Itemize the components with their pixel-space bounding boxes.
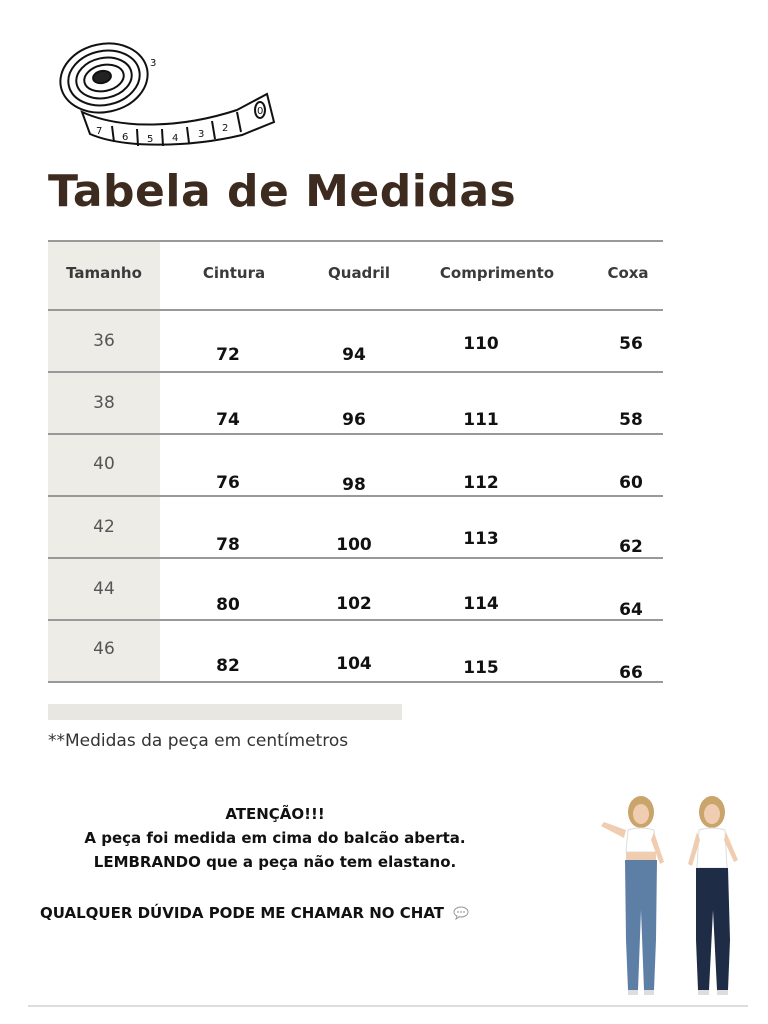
header-hip: Quadril <box>328 264 390 282</box>
tape-number: 4 <box>172 133 179 144</box>
header-length: Comprimento <box>439 264 555 282</box>
length-cell: 111 <box>463 410 499 430</box>
waist-cell: 80 <box>216 595 240 615</box>
waist-cell: 78 <box>216 535 240 555</box>
table-divider <box>48 619 663 621</box>
tape-number: 7 <box>96 126 103 137</box>
table-divider <box>48 309 663 311</box>
waist-cell: 82 <box>216 656 240 676</box>
attention-line-1: A peça foi medida em cima do balcão aberta. <box>84 829 466 847</box>
thigh-cell: 60 <box>619 473 643 493</box>
header-waist: Cintura <box>202 264 266 282</box>
length-cell: 115 <box>463 658 499 678</box>
hip-cell: 100 <box>336 535 372 555</box>
table-divider <box>48 495 663 497</box>
tape-number: 2 <box>222 123 229 134</box>
speech-bubble-icon <box>453 906 469 920</box>
chat-text: QUALQUER DÚVIDA PODE ME CHAMAR NO CHAT <box>40 904 444 922</box>
thigh-cell: 62 <box>619 537 643 557</box>
attention-title: ATENÇÃO!!! <box>225 805 325 823</box>
footer-divider <box>28 1005 748 1007</box>
waist-cell: 76 <box>216 473 240 493</box>
tape-number: 3 <box>198 129 205 140</box>
thigh-cell: 58 <box>619 410 643 430</box>
hip-cell: 104 <box>336 654 372 674</box>
thigh-cell: 66 <box>619 663 643 683</box>
size-cell: 46 <box>93 639 115 659</box>
thigh-cell: 56 <box>619 334 643 354</box>
attention-block <box>40 802 510 874</box>
tape-number: 0 <box>257 106 264 117</box>
measuring-tape-icon <box>52 30 282 150</box>
hip-cell: 102 <box>336 594 372 614</box>
header-thigh: Coxa <box>607 264 649 282</box>
header-size: Tamanho <box>66 264 142 282</box>
size-cell: 38 <box>93 393 115 413</box>
waist-cell: 72 <box>216 345 240 365</box>
size-cell: 44 <box>93 579 115 599</box>
size-cell: 42 <box>93 517 115 537</box>
length-cell: 112 <box>463 473 499 493</box>
models-photo <box>588 790 758 1005</box>
measurement-note: **Medidas da peça em centímetros <box>48 731 349 751</box>
chat-message <box>40 904 469 922</box>
attention-line-2: LEMBRANDO que a peça não tem elastano. <box>93 853 457 871</box>
tape-number: 6 <box>122 132 129 143</box>
hip-cell: 94 <box>342 345 366 365</box>
page-title: Tabela de Medidas <box>48 166 517 217</box>
size-cell: 40 <box>93 454 115 474</box>
model-light-jeans <box>601 796 664 995</box>
table-divider <box>48 433 663 435</box>
length-cell: 114 <box>463 594 499 614</box>
table-divider <box>48 371 663 373</box>
length-cell: 110 <box>463 334 499 354</box>
table-divider <box>48 681 663 683</box>
tape-number: 3 <box>150 58 157 69</box>
size-table <box>48 240 663 682</box>
tape-number: 5 <box>147 134 154 145</box>
thigh-cell: 64 <box>619 600 643 620</box>
size-cell: 36 <box>93 331 115 351</box>
waist-cell: 74 <box>216 410 240 430</box>
hip-cell: 98 <box>342 475 366 495</box>
model-dark-jeans <box>688 796 738 995</box>
decorative-bar <box>48 704 402 720</box>
table-divider <box>48 557 663 559</box>
length-cell: 113 <box>463 529 499 549</box>
table-divider <box>48 240 663 242</box>
hip-cell: 96 <box>342 410 366 430</box>
